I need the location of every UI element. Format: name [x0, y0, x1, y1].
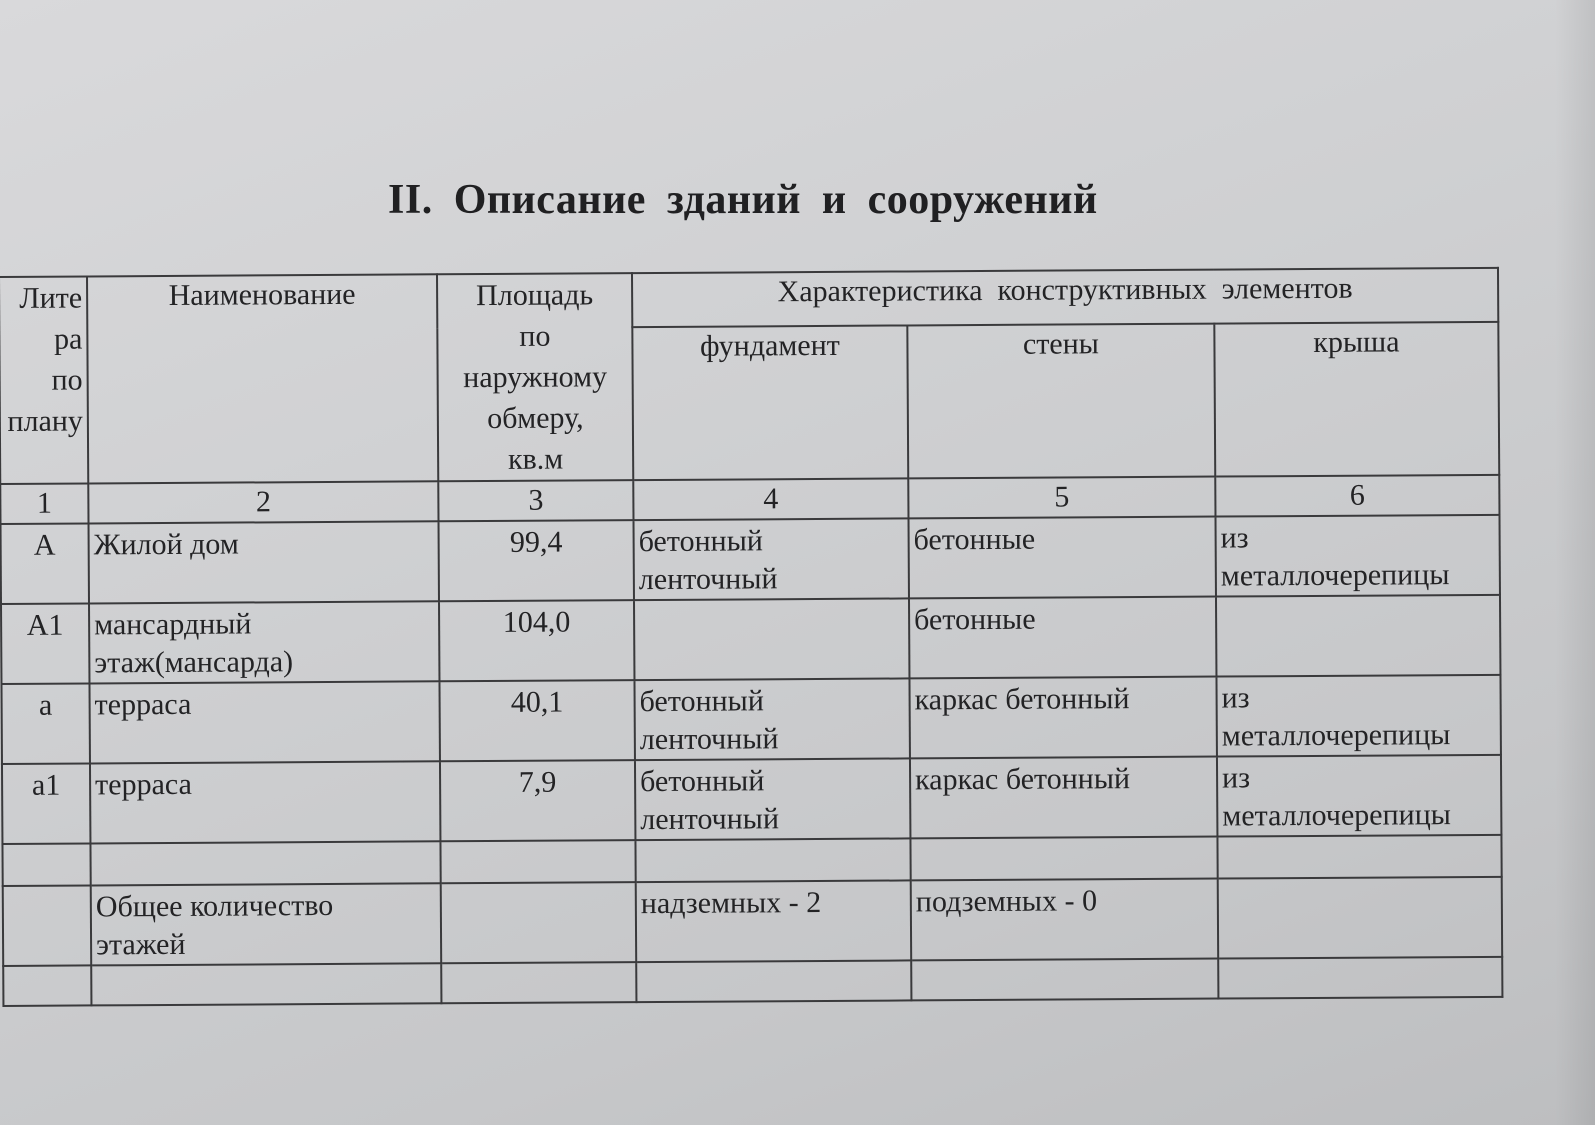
empty-cell — [1217, 835, 1501, 879]
floors-label-cell — [91, 883, 441, 965]
empty-cell — [2, 843, 90, 886]
header-litera-line: плану — [7, 404, 83, 438]
empty-cell — [440, 840, 635, 883]
empty-cell — [90, 841, 440, 885]
name-cell — [90, 761, 440, 843]
empty-cell — [441, 962, 636, 1003]
header-construction-group: Характеристика конструктивных элементов — [632, 268, 1498, 327]
name-cell — [89, 521, 439, 603]
name-line: Жилой дом — [93, 527, 239, 562]
roof-line: металлочерепицы — [1222, 798, 1451, 833]
roof-line: металлочерепицы — [1220, 558, 1450, 593]
buildings-table — [0, 267, 1503, 1007]
header-walls: стены — [907, 324, 1215, 479]
empty-cell — [635, 838, 910, 882]
table-row — [1, 675, 1500, 764]
floors-label-line: этажей — [95, 927, 186, 962]
walls-cell — [910, 757, 1217, 839]
floors-above-cell: надземных - 2 — [636, 880, 911, 962]
table-row — [1, 595, 1500, 684]
column-number: 1 — [0, 483, 88, 524]
roof-line: металлочерепицы — [1221, 718, 1451, 753]
header-foundation: фундамент — [632, 325, 908, 480]
empty-cell — [636, 960, 911, 1002]
header-roof: крыша — [1214, 322, 1499, 477]
floors-below-cell: подземных - 0 — [911, 879, 1218, 961]
litera-cell: А — [1, 523, 89, 604]
header-area-line: кв.м — [507, 442, 564, 476]
roof-cell — [1216, 675, 1500, 757]
name-line: терраса — [94, 687, 192, 722]
header-litera-line: по — [51, 363, 83, 397]
empty-cell — [3, 965, 91, 1006]
floors-label-line: Общее количество — [95, 888, 334, 924]
column-number: 6 — [1215, 475, 1499, 517]
foundation-line: бетонный — [638, 524, 763, 559]
name-line: мансардный — [94, 607, 252, 642]
foundation-line: ленточный — [639, 722, 779, 757]
litera-cell: А1 — [1, 603, 89, 684]
name-line: терраса — [95, 767, 192, 802]
roof-cell — [1215, 515, 1499, 597]
header-area-line: наружному — [463, 360, 608, 395]
roof-line: из — [1221, 761, 1251, 795]
document-title: II. Описание зданий и сооружений — [388, 177, 1098, 223]
name-cell — [89, 601, 439, 683]
name-cell — [89, 681, 439, 763]
header-area — [437, 273, 633, 481]
table-row — [1, 515, 1500, 604]
header-name: Наименование — [87, 274, 438, 483]
roof-line: из — [1220, 521, 1249, 555]
header-area-line: Площадь — [476, 278, 594, 313]
empty-cell — [3, 885, 91, 966]
foundation-line: бетонный — [639, 764, 765, 799]
area-cell: 7,9 — [440, 760, 635, 841]
column-number: 2 — [88, 481, 438, 523]
foundation-cell — [634, 598, 909, 680]
foundation-cell — [634, 518, 909, 600]
header-litera-line: ра — [53, 322, 83, 356]
walls-line: каркас бетонный — [914, 682, 1130, 717]
foundation-line: бетонный — [639, 684, 764, 719]
area-cell: 99,4 — [439, 520, 634, 601]
empty-cell — [91, 963, 441, 1005]
litera-cell: а1 — [2, 763, 90, 844]
area-cell: 40,1 — [439, 680, 634, 761]
header-area-line: обмеру, — [487, 401, 584, 436]
litera-cell: а — [1, 683, 89, 764]
header-litera — [0, 276, 88, 484]
roof-cell — [1217, 755, 1501, 837]
header-litera-line: Лите — [19, 281, 83, 315]
foundation-line: ленточный — [638, 562, 778, 597]
walls-cell — [909, 597, 1216, 679]
empty-cell — [441, 882, 636, 963]
empty-cell — [1218, 877, 1502, 959]
walls-cell — [909, 677, 1216, 759]
roof-line: из — [1221, 681, 1250, 715]
column-number: 5 — [908, 477, 1215, 519]
empty-cell — [1218, 957, 1502, 999]
foundation-line: ленточный — [640, 802, 780, 837]
foundation-cell — [635, 758, 910, 840]
header-area-line: по — [519, 319, 551, 353]
empty-row — [3, 957, 1502, 1006]
walls-line: каркас бетонный — [914, 762, 1131, 797]
empty-cell — [910, 837, 1217, 881]
foundation-cell — [634, 678, 909, 760]
floors-row — [3, 877, 1502, 966]
roof-cell — [1216, 595, 1500, 677]
walls-cell — [908, 517, 1215, 599]
walls-line: бетонные — [913, 522, 1036, 557]
walls-line: бетонные — [914, 602, 1036, 637]
column-number: 3 — [438, 480, 633, 521]
name-line: этаж(мансарда) — [94, 645, 294, 680]
header-row-top — [0, 268, 1498, 331]
area-cell: 104,0 — [439, 600, 634, 681]
column-number: 4 — [633, 478, 908, 520]
table-row — [2, 755, 1501, 844]
empty-cell — [911, 959, 1218, 1001]
page-edge-shadow — [1555, 0, 1595, 1125]
